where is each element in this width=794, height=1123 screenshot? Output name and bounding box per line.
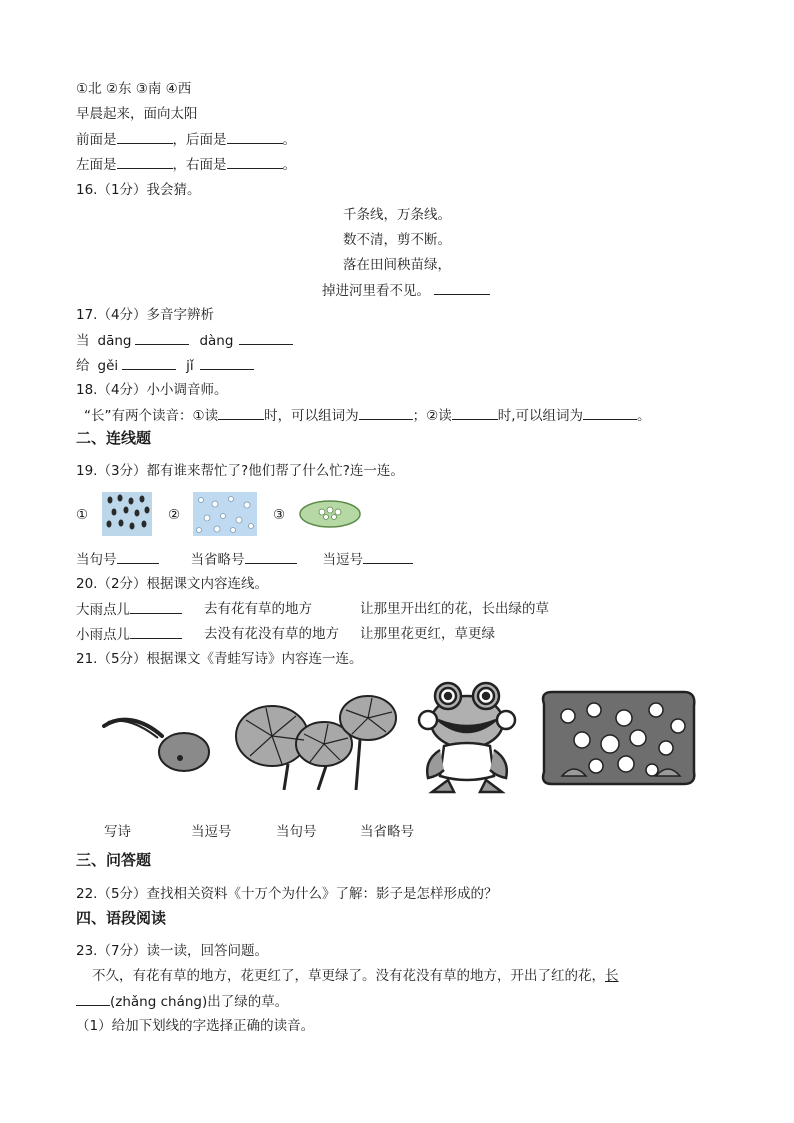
- pinyin: gěi: [97, 358, 119, 374]
- q23-passage-cont: (zhǎng cháng)出了绿的草。: [76, 992, 288, 1011]
- answer-blank[interactable]: [135, 331, 189, 345]
- answer-blank[interactable]: [117, 130, 173, 144]
- q21-label: 当句号: [276, 824, 317, 840]
- tadpoles-picture: [102, 492, 152, 536]
- pinyin: dāng: [97, 333, 132, 349]
- q23-sub-question-1: （1）给加下划线的字选择正确的读音。: [76, 1018, 315, 1034]
- q16-header: 16.（1分）我会猜。: [76, 182, 201, 198]
- item-number: ②: [168, 507, 181, 523]
- lotus-leaves-picture: [232, 690, 400, 790]
- answer-blank[interactable]: [130, 625, 182, 639]
- label-back: ，后面是: [172, 132, 227, 148]
- answer-blank[interactable]: [245, 550, 297, 564]
- q18-header: 18.（4分）小小调音师。: [76, 382, 228, 398]
- answer-blank[interactable]: [583, 406, 637, 420]
- answer-blank[interactable]: [227, 155, 283, 169]
- q18-line: “长”有两个读音：①读 时，可以组词为 ；②读 时,可以组词为 。: [84, 408, 651, 424]
- q15-line-left-right: 左面是 ，右面是 。: [76, 157, 296, 173]
- answer-blank[interactable]: [218, 406, 264, 420]
- q17-header: 17.（4分）多音字辨析: [76, 307, 215, 323]
- frog-picture: [414, 680, 520, 798]
- answer-blank[interactable]: [434, 281, 490, 295]
- q15-intro: 早晨起来，面向太阳: [76, 106, 198, 122]
- answer-blank[interactable]: [117, 550, 159, 564]
- q20-row-2: 小雨点儿: [76, 625, 182, 644]
- pinyin: jǐ: [186, 358, 194, 374]
- q19-answers: 当句号 当省略号 当逗号: [76, 550, 413, 569]
- pinyin: dàng: [199, 333, 234, 349]
- answer-blank[interactable]: [359, 406, 413, 420]
- answer-blank[interactable]: [363, 550, 413, 564]
- q21-label: 当省略号: [360, 824, 414, 840]
- q17-row-2: 给 gěi jǐ: [76, 356, 254, 375]
- q22-header: 22.（5分）查找相关资料《十万个为什么》了解：影子是怎样形成的？: [76, 886, 498, 902]
- riddle-line-3: 落在田间秧苗绿，: [343, 257, 451, 273]
- q21-label: 写诗: [104, 824, 131, 840]
- bubbles-picture: [193, 492, 257, 536]
- answer-blank[interactable]: [76, 992, 110, 1006]
- riddle-line-2: 数不清，剪不断。: [343, 232, 451, 248]
- answer-blank[interactable]: [130, 600, 182, 614]
- q15-options: ①北 ②东 ③南 ④西: [76, 81, 192, 97]
- riddle-line-1: 千条线，万条线。: [343, 207, 451, 223]
- lotus-leaf-picture: [298, 498, 362, 530]
- label-front: 前面是: [76, 132, 117, 148]
- tadpole-picture: [100, 712, 212, 774]
- q20-row-1: 大雨点儿: [76, 600, 182, 619]
- q20-row-1-middle: 去有花有草的地方: [204, 601, 312, 617]
- answer-blank[interactable]: [452, 406, 498, 420]
- answer-blank[interactable]: [200, 356, 254, 370]
- q15-line-front-back: 前面是 ，后面是 。: [76, 132, 296, 148]
- q20-row-1-right: 让那里开出红的花，长出绿的草: [360, 601, 549, 617]
- answer-blank[interactable]: [227, 130, 283, 144]
- q21-label: 当逗号: [191, 824, 232, 840]
- section-heading: 四、语段阅读: [76, 909, 167, 927]
- q19-header: 19.（3分）都有谁来帮忙了?他们帮了什么忙?连一连。: [76, 463, 404, 479]
- q20-header: 20.（2分）根据课文内容连线。: [76, 576, 269, 592]
- answer-blank[interactable]: [239, 331, 293, 345]
- q21-header: 21.（5分）根据课文《青蛙写诗》内容连一连。: [76, 651, 363, 667]
- label-left: 左面是: [76, 157, 117, 173]
- item-number: ③: [273, 507, 286, 523]
- q17-row-1: 当 dāng dàng: [76, 331, 293, 350]
- q20-row-2-middle: 去没有花没有草的地方: [204, 626, 339, 642]
- answer-blank[interactable]: [122, 356, 176, 370]
- q23-passage: 不久，有花有草的地方，花更红了，草更绿了。没有花没有草的地方，开出了红的花，长: [92, 968, 619, 984]
- q23-header: 23.（7分）读一读，回答问题。: [76, 943, 269, 959]
- frog-spawn-picture: [538, 688, 700, 788]
- riddle-line-4: 掉进河里看不见。: [322, 281, 490, 300]
- section-heading: 二、连线题: [76, 429, 152, 447]
- section-heading: 三、问答题: [76, 851, 152, 869]
- q20-row-2-right: 让那里花更红，草更绿: [360, 626, 495, 642]
- item-number: ①: [76, 507, 89, 523]
- underlined-char: 长: [605, 968, 619, 984]
- label-right: ，右面是: [172, 157, 227, 173]
- answer-blank[interactable]: [117, 155, 173, 169]
